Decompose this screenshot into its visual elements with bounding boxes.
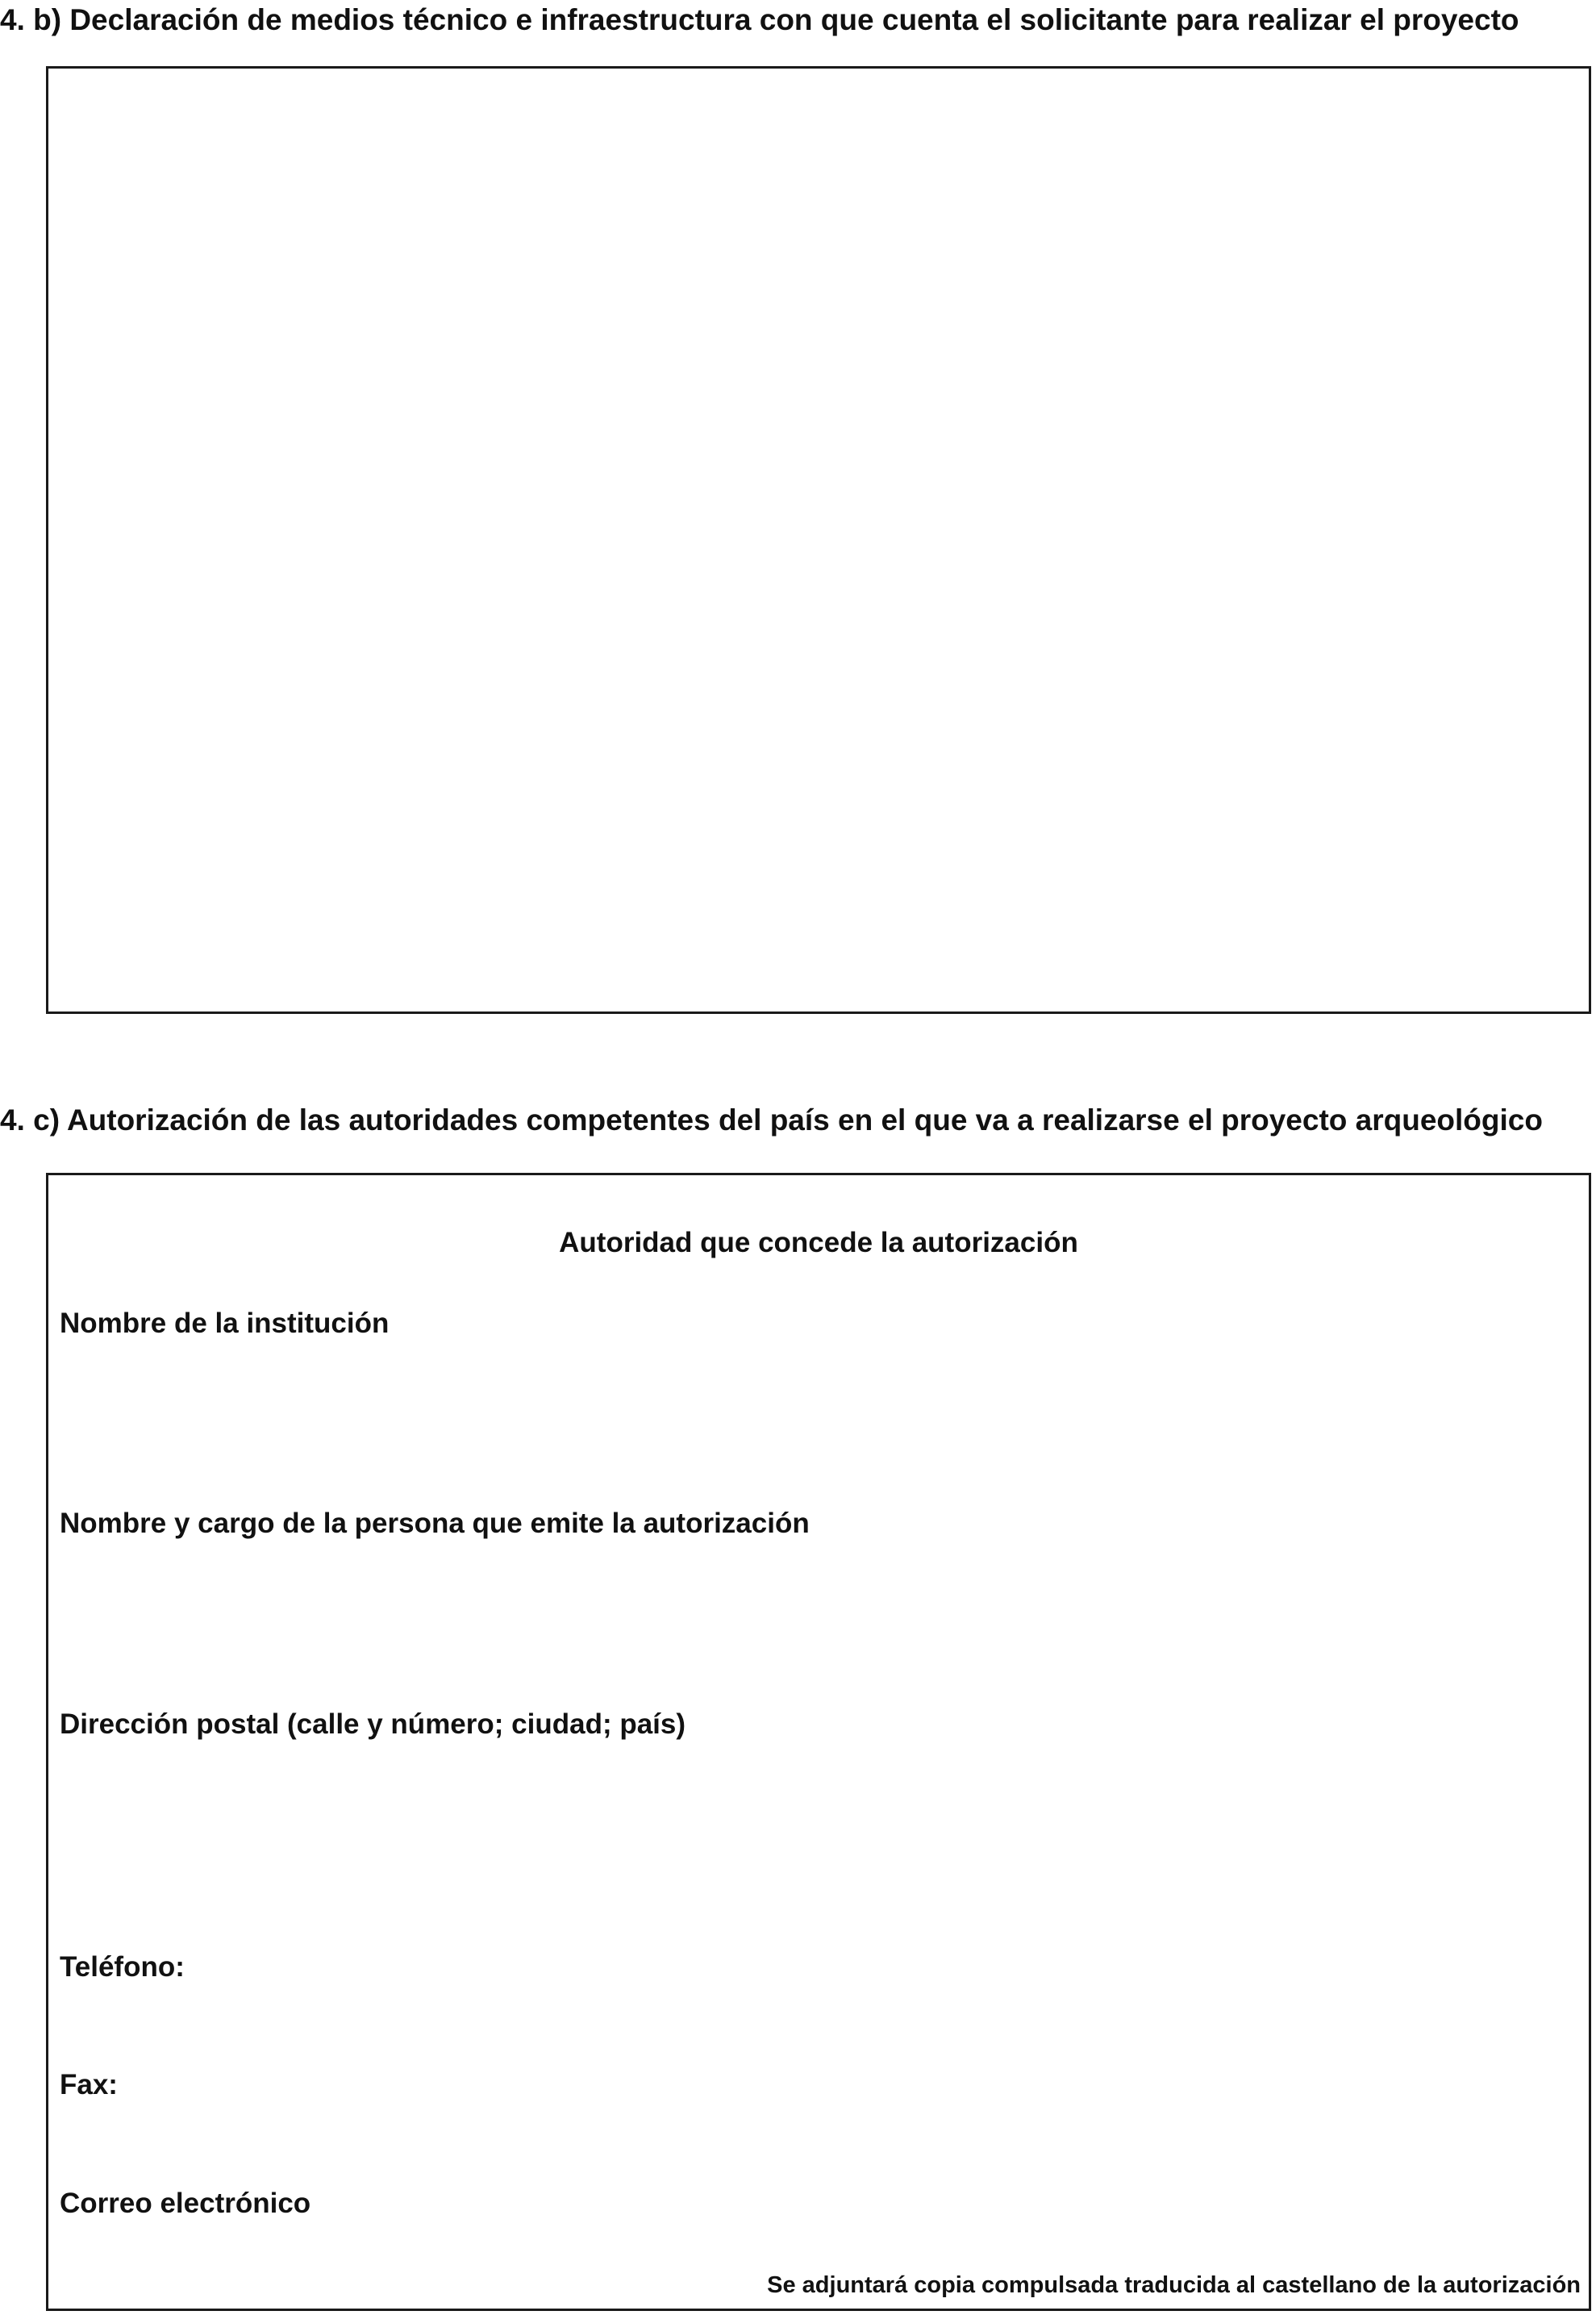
- section-4c-heading: 4. c) Autorización de las autoridades competentes del país en el que va a realizarse el proyecto arqueológico: [0, 1103, 1543, 1137]
- authorizing-authority-title: Autoridad que concede la autorización: [559, 1227, 1078, 1258]
- issuer-name-position-label: Nombre y cargo de la persona que emite la autorización: [60, 1508, 810, 1539]
- fax-label: Fax:: [60, 2069, 118, 2100]
- email-label: Correo electrónico: [60, 2188, 311, 2219]
- attachment-footnote: Se adjuntará copia compulsada traducida al castellano de la autorización: [767, 2272, 1581, 2298]
- section-4b-heading: 4. b) Declaración de medios técnico e infraestructura con que cuenta el solicitante para realizar el proyecto: [0, 3, 1519, 36]
- phone-label: Teléfono:: [60, 1951, 185, 1983]
- authorization-box: [46, 1173, 1591, 2311]
- postal-address-label: Dirección postal (calle y número; ciudad; país): [60, 1708, 686, 1740]
- institution-name-label: Nombre de la institución: [60, 1308, 390, 1339]
- technical-means-declaration-box[interactable]: [46, 66, 1591, 1014]
